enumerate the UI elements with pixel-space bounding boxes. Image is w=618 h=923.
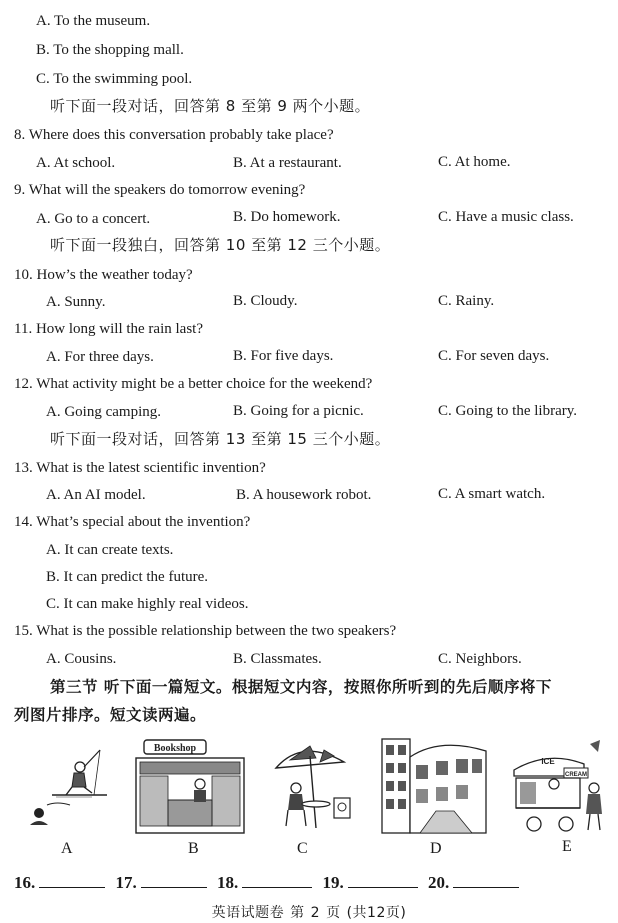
answer-blanks-row [14, 873, 525, 893]
q11-option-b: B. For five days. [233, 348, 334, 364]
q8-option-c: C. At home. [438, 154, 511, 170]
instruction-dialog-13-15: 听下面一段对话，回答第 13 至第 15 三个小题。 [50, 430, 391, 448]
q13-option-a: A. An AI model. [46, 487, 146, 503]
q14-option-a: A. It can create texts. [46, 542, 174, 558]
q9-option-a: A. Go to a concert. [36, 211, 151, 227]
section3-instruction-line1: 第三节 听下面一篇短文。根据短文内容，按照你所听到的先后顺序将下 [50, 678, 552, 696]
q11-option-a: A. For three days. [46, 349, 154, 365]
q12-option-b: B. Going for a picnic. [233, 403, 364, 419]
picture-a-fishing [22, 745, 112, 835]
blank-label-19: 19. [322, 873, 344, 892]
footer-title: 英语试题卷 [211, 905, 285, 921]
blank-label-16: 16. [14, 873, 36, 892]
q14-option-b: B. It can predict the future. [46, 569, 209, 585]
q14-option-c: C. It can make highly real videos. [46, 596, 249, 612]
q10-option-a: A. Sunny. [46, 294, 106, 310]
blank-label-20: 20. [428, 873, 450, 892]
page-footer [0, 902, 618, 922]
q8-option-a: A. At school. [36, 155, 116, 171]
ice-sign: ICE [541, 757, 555, 766]
q10-option-c: C. Rainy. [438, 293, 495, 309]
q13-stem: 13. What is the latest scientific invention? [14, 460, 266, 476]
q7-option-c: C. To the swimming pool. [36, 71, 193, 87]
footer-di: 第 [290, 905, 305, 921]
q12-option-c: C. Going to the library. [438, 403, 578, 419]
instruction-monologue-10-12: 听下面一段独白，回答第 10 至第 12 三个小题。 [50, 236, 391, 254]
q15-option-c: C. Neighbors. [438, 651, 522, 667]
picture-e-ice-cream-stand [508, 740, 608, 834]
picture-label-b: B [188, 840, 199, 857]
q12-option-a: A. Going camping. [46, 404, 161, 420]
footer-page-number: 2 [310, 905, 321, 921]
answer-blank-16[interactable] [39, 873, 105, 888]
q10-option-b: B. Cloudy. [233, 293, 298, 309]
q11-stem: 11. How long will the rain last? [14, 321, 203, 337]
q9-option-c: C. Have a music class. [438, 209, 574, 225]
q8-stem: 8. Where does this conversation probably take place? [14, 127, 334, 143]
q15-option-a: A. Cousins. [46, 651, 117, 667]
answer-blank-18[interactable] [242, 873, 312, 888]
picture-label-a: A [61, 840, 73, 857]
q15-option-b: B. Classmates. [233, 651, 322, 667]
picture-label-e: E [562, 838, 572, 855]
q8-option-b: B. At a restaurant. [233, 155, 342, 171]
footer-ye: 页 [326, 905, 341, 921]
q13-option-c: C. A smart watch. [438, 486, 546, 502]
picture-d-street [380, 737, 490, 837]
q9-stem: 9. What will the speakers do tomorrow evening? [14, 182, 306, 198]
blank-label-17: 17. [115, 873, 137, 892]
q10-stem: 10. How’s the weather today? [14, 267, 193, 283]
answer-blank-17[interactable] [141, 873, 207, 888]
cream-sign: CREAM [565, 772, 587, 778]
q9-option-b: B. Do homework. [233, 209, 341, 225]
q15-stem: 15. What is the possible relationship between the two speakers? [14, 623, 397, 639]
q7-option-b: B. To the shopping mall. [36, 42, 184, 58]
footer-total: (共12页) [346, 905, 407, 921]
q13-option-b: B. A housework robot. [236, 487, 372, 503]
blank-label-18: 18. [217, 873, 239, 892]
section3-instruction-line2: 列图片排序。短文读两遍。 [14, 706, 207, 724]
q11-option-c: C. For seven days. [438, 348, 550, 364]
q12-stem: 12. What activity might be a better choice for the weekend? [14, 376, 373, 392]
bookshop-sign: Bookshop [153, 743, 197, 754]
answer-blank-19[interactable] [348, 873, 418, 888]
picture-label-c: C [297, 840, 308, 857]
picture-b-bookshop [134, 738, 246, 835]
answer-blank-20[interactable] [453, 873, 519, 888]
q7-option-a: A. To the museum. [36, 13, 151, 29]
picture-label-d: D [430, 840, 442, 857]
picture-c-cafe-umbrella [272, 740, 354, 832]
q14-stem: 14. What’s special about the invention? [14, 514, 251, 530]
instruction-dialog-8-9: 听下面一段对话，回答第 8 至第 9 两个小题。 [50, 97, 371, 115]
